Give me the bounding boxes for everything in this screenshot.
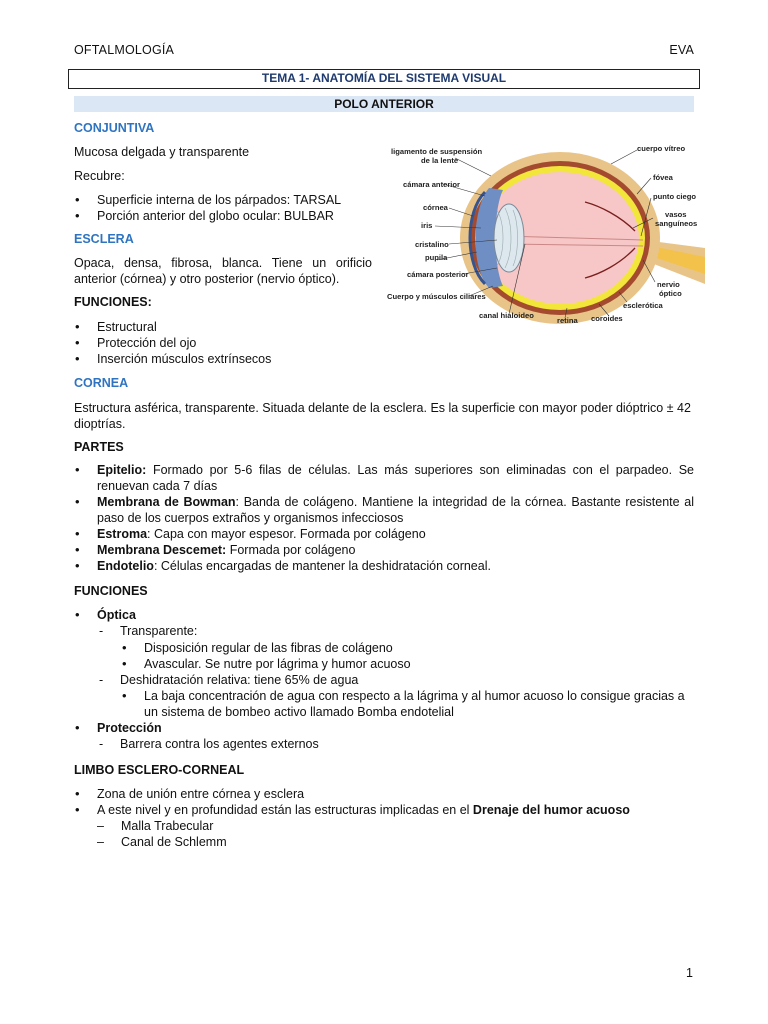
- list-item: • Zona de unión entre córnea y esclera: [74, 786, 696, 802]
- limbo-item-text: A este nivel y en profundidad están las estructuras implicadas en el: [97, 803, 473, 817]
- conjuntiva-desc: Mucosa delgada y transparente: [74, 145, 250, 159]
- list-item: - Barrera contra los agentes externos: [97, 736, 696, 753]
- label-cuerpo-vitreo: cuerpo vítreo: [637, 144, 686, 153]
- definition: : Capa con mayor espesor. Formada por colágeno: [147, 527, 426, 541]
- label-ligamento: ligamento de suspensión: [391, 147, 483, 156]
- definition: : Células encargadas de mantener la deshidratación corneal.: [153, 559, 491, 573]
- label-ligamento-2: de la lente: [421, 156, 459, 165]
- label-esclerotica: esclerótica: [623, 301, 663, 310]
- label-optico: óptico: [659, 289, 682, 298]
- section-title: POLO ANTERIOR: [74, 96, 694, 112]
- list-item: [74, 462, 694, 494]
- cornea-funciones-list: [74, 607, 696, 753]
- limbo-heading: LIMBO ESCLERO-CORNEAL: [74, 763, 245, 777]
- list-item: – Malla Trabecular: [97, 818, 696, 834]
- list-item: [74, 526, 694, 542]
- list-item: • Protección del ojo: [74, 335, 374, 351]
- transparente-label: Transparente:: [120, 624, 198, 638]
- esclera-funciones-list: [74, 319, 374, 367]
- list-item: [74, 720, 696, 753]
- esclera-desc: Opaca, densa, fibrosa, blanca. Tiene un orificio anterior (córnea) y otro posterior (nervio óptico).: [74, 256, 372, 286]
- list-item: • Disposición regular de las fibras de colágeno: [121, 640, 696, 656]
- proteccion-sublist: [97, 736, 696, 753]
- cornea-partes-label: PARTES: [74, 440, 124, 454]
- esclera-funciones-label: FUNCIONES:: [74, 295, 152, 309]
- list-item: [74, 802, 696, 850]
- list-item: • Inserción músculos extrínsecos: [74, 351, 374, 367]
- conjuntiva-list: [74, 192, 374, 224]
- list-item: • Avascular. Se nutre por lágrima y humor acuoso: [121, 656, 696, 672]
- label-nervio: nervio: [657, 280, 680, 289]
- list-item: • Superficie interna de los párpados: TARSAL: [74, 192, 374, 208]
- list-item: • La baja concentración de agua con respecto a la lágrima y al humor acuoso lo consigue gracias a un sistema de bombeo activo llamado Bomba endotelial: [121, 688, 696, 720]
- definition: : Banda de colágeno. Mantiene la integridad de la córnea. Bastante resistente al paso de los cuerpos extraños y organismos infecciosos: [97, 495, 694, 525]
- label-retina: retina: [557, 316, 578, 325]
- header-subject: OFTALMOLOGÍA: [74, 43, 175, 57]
- term: Membrana de Bowman: [97, 495, 236, 509]
- page-title: TEMA 1- ANATOMÍA DEL SISTEMA VISUAL: [68, 69, 700, 89]
- limbo-list: [74, 786, 696, 850]
- cornea-desc: Estructura asférica, transparente. Situada delante de la esclera. Es la superficie con mayor poder dióptrico ± 42 dioptrías.: [74, 401, 691, 431]
- label-fovea: fóvea: [653, 173, 673, 182]
- label-pupila: pupila: [425, 253, 448, 262]
- label-punto-ciego: punto ciego: [653, 192, 697, 201]
- list-item: – Canal de Schlemm: [97, 834, 696, 850]
- list-item: • Estructural: [74, 319, 374, 335]
- label-sanguineos: sanguíneos: [655, 219, 698, 228]
- label-cuerpo-musculos: Cuerpo y músculos ciliares: [387, 292, 486, 301]
- esclera-heading: ESCLERA: [74, 232, 134, 246]
- label-camara-anterior: cámara anterior: [403, 180, 460, 189]
- label-iris: iris: [421, 221, 433, 230]
- page-number: 1: [686, 966, 693, 980]
- label-cornea: córnea: [423, 203, 448, 212]
- label-coroides: coroides: [591, 314, 623, 323]
- conjuntiva-heading: CONJUNTIVA: [74, 121, 155, 135]
- limbo-sublist: [97, 818, 696, 850]
- cornea-partes-list: [74, 462, 694, 574]
- cornea-heading: CORNEA: [74, 376, 129, 390]
- list-item: [74, 607, 696, 720]
- definition: Formada por colágeno: [226, 543, 356, 557]
- definition: Formado por 5-6 filas de células. Las más superiores son eliminadas con el parpadeo. Se renuevan cada 7 días: [97, 463, 694, 493]
- label-cristalino: cristalino: [415, 240, 449, 249]
- optica-sublist: [97, 623, 696, 720]
- list-item: [74, 542, 694, 558]
- list-item: • Porción anterior del globo ocular: BULBAR: [74, 208, 374, 224]
- label-vasos: vasos: [665, 210, 687, 219]
- list-item: [74, 558, 694, 574]
- label-canal-hialoideo: canal hialoideo: [479, 311, 534, 320]
- label-camara-posterior: cámara posterior: [407, 270, 469, 279]
- lens-shape: [494, 204, 524, 272]
- limbo-item-bold: Drenaje del humor acuoso: [472, 803, 630, 817]
- term: Epitelio:: [97, 463, 147, 477]
- term: Endotelio: [97, 559, 154, 573]
- term: Estroma: [97, 527, 148, 541]
- conjuntiva-recubre: Recubre:: [74, 169, 125, 183]
- transparente-list: [121, 640, 696, 672]
- list-item: [74, 494, 694, 526]
- eye-anatomy-figure: [385, 136, 707, 334]
- term: Membrana Descemet:: [97, 543, 227, 557]
- proteccion-label: Protección: [97, 721, 162, 735]
- list-item: [97, 623, 696, 672]
- cornea-funciones-label: FUNCIONES: [74, 584, 148, 598]
- list-item: [97, 672, 696, 721]
- deshidratacion-list: [121, 688, 696, 720]
- header-author: EVA: [669, 43, 694, 57]
- deshidratacion-label: Deshidratación relativa: tiene 65% de agua: [120, 672, 359, 687]
- optica-label: Óptica: [97, 608, 136, 622]
